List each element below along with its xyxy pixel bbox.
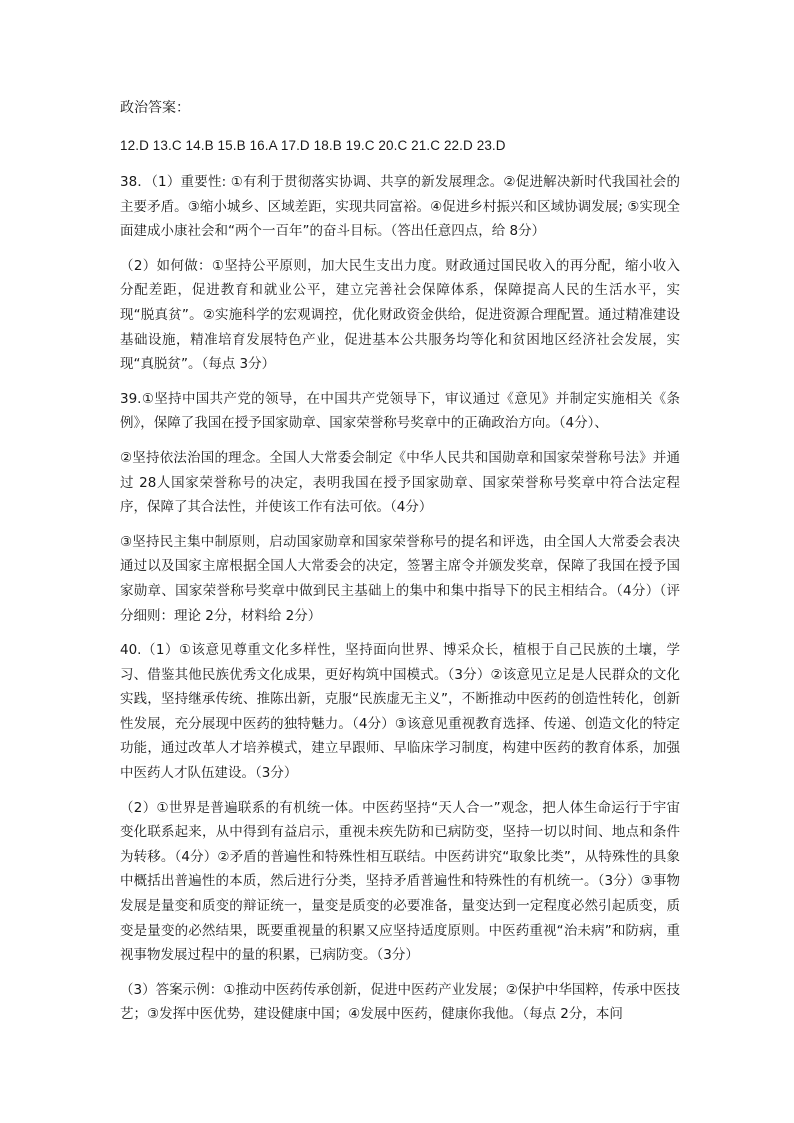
answer-40-2: （2）①世界是普遍联系的有机统一体。中医药坚持“天人合一”观念，把人体生命运行于宇宙变化联系起来，从中得到有益启示，重视未疾先防和已病防变，坚持一切以时间、地点和条件为转移。（4分）②矛盾的普遍性和特殊性相互联结。中医药讲究“取象比类”，从特殊性的具象中概括出普遍性的本质，然后进行分类，坚持矛盾普遍性和特殊性的有机统一。（3分）③事物发展是量变和质变的辩证统一，量变是质变的必要准备，量变达到一定程度必然引起质变，质变是量变的必然结果，既要重视量的积累又应坚持适度原则。中医药重视“治未病”和防病，重视事物发展过程中的量的积累，已病防变。（3分） <box>120 799 680 964</box>
multiple-choice-answers: 12.D 13.C 14.B 15.B 16.A 17.D 18.B 19.C 20.C 21.C 22.D 23.D <box>120 138 506 153</box>
answer-sheet <box>120 96 680 1037</box>
answer-39-2: ②坚持依法治国的理念。全国人大常委会制定《中华人民共和国勋章和国家荣誉称号法》并通过 28人国家荣誉称号的决定，表明我国在授予国家勋章、国家荣誉称号奖章中符合法定程序，保障了其合法性，并使该工作有法可依。（4分） <box>120 449 680 516</box>
answer-40-3: （3）答案示例：①推动中医药传承创新，促进中医药产业发展；②保护中华国粹，传承中医技艺；③发挥中医优势，建设健康中国；④发展中医药，健康你我他。（每点 2分，本问 <box>120 981 680 1023</box>
answer-39-1: 39.①坚持中国共产党的领导，在中国共产党领导下，审议通过《意见》并制定实施相关《条例》，保障了我国在授予国家勋章、国家荣誉称号奖章中的正确政治方向。（4分）、 <box>120 390 680 432</box>
page-title: 政治答案： <box>120 100 190 116</box>
answer-40-1: 40.（1）①该意见尊重文化多样性，坚持面向世界、博采众长，植根于自己民族的土壤，学习、借鉴其他民族优秀文化成果，更好构筑中国模式。（3分）②该意见立足是人民群众的文化实践，坚持继承传统、推陈出新，克服“民族虚无主义”，不断推动中医药的创造性转化，创新性发展，充分展现中医药的独特魅力。（4分）③该意见重视教育选择、传递、创造文化的特定功能，通过改革人才培养模式，建立早跟师、早临床学习制度，构建中医药的教育体系，加强中医药人才队伍建设。（3分） <box>120 642 680 782</box>
answer-38-2: （2）如何做：①坚持公平原则，加大民生支出力度。财政通过国民收入的再分配，缩小收入分配差距，促进教育和就业公平，建立完善社会保障体系，保障提高人民的生活水平，实现“脱真贫”。②实施科学的宏观调控，优化财政资金供给，促进资源合理配置。通过精准建设基础设施，精准培育发展特色产业，促进基本公共服务均等化和贫困地区经济社会发展，实现“真脱贫”。（每点 3分） <box>120 257 680 373</box>
answer-38-1: 38．（1）重要性: ①有利于贯彻落实协调、共享的新发展理念。②促进解决新时代我国社会的主要矛盾。③缩小城乡、区域差距，实现共同富裕。④促进乡村振兴和区域协调发展; ⑤实现全面建成小康社会和“两个一百年”的奋斗目标。（答出任意四点，给 8分） <box>120 174 680 240</box>
answer-39-3: ③坚持民主集中制原则，启动国家勋章和国家荣誉称号的提名和评选，由全国人大常委会表决通过以及国家主席根据全国人大常委会的决定，签署主席令并颁发奖章，保障了我国在授予国家勋章、国家荣誉称号奖章中做到民主基础上的集中和集中指导下的民主相结合。（4分）（评分细则：理论 2分，材料给 2分） <box>120 533 680 624</box>
